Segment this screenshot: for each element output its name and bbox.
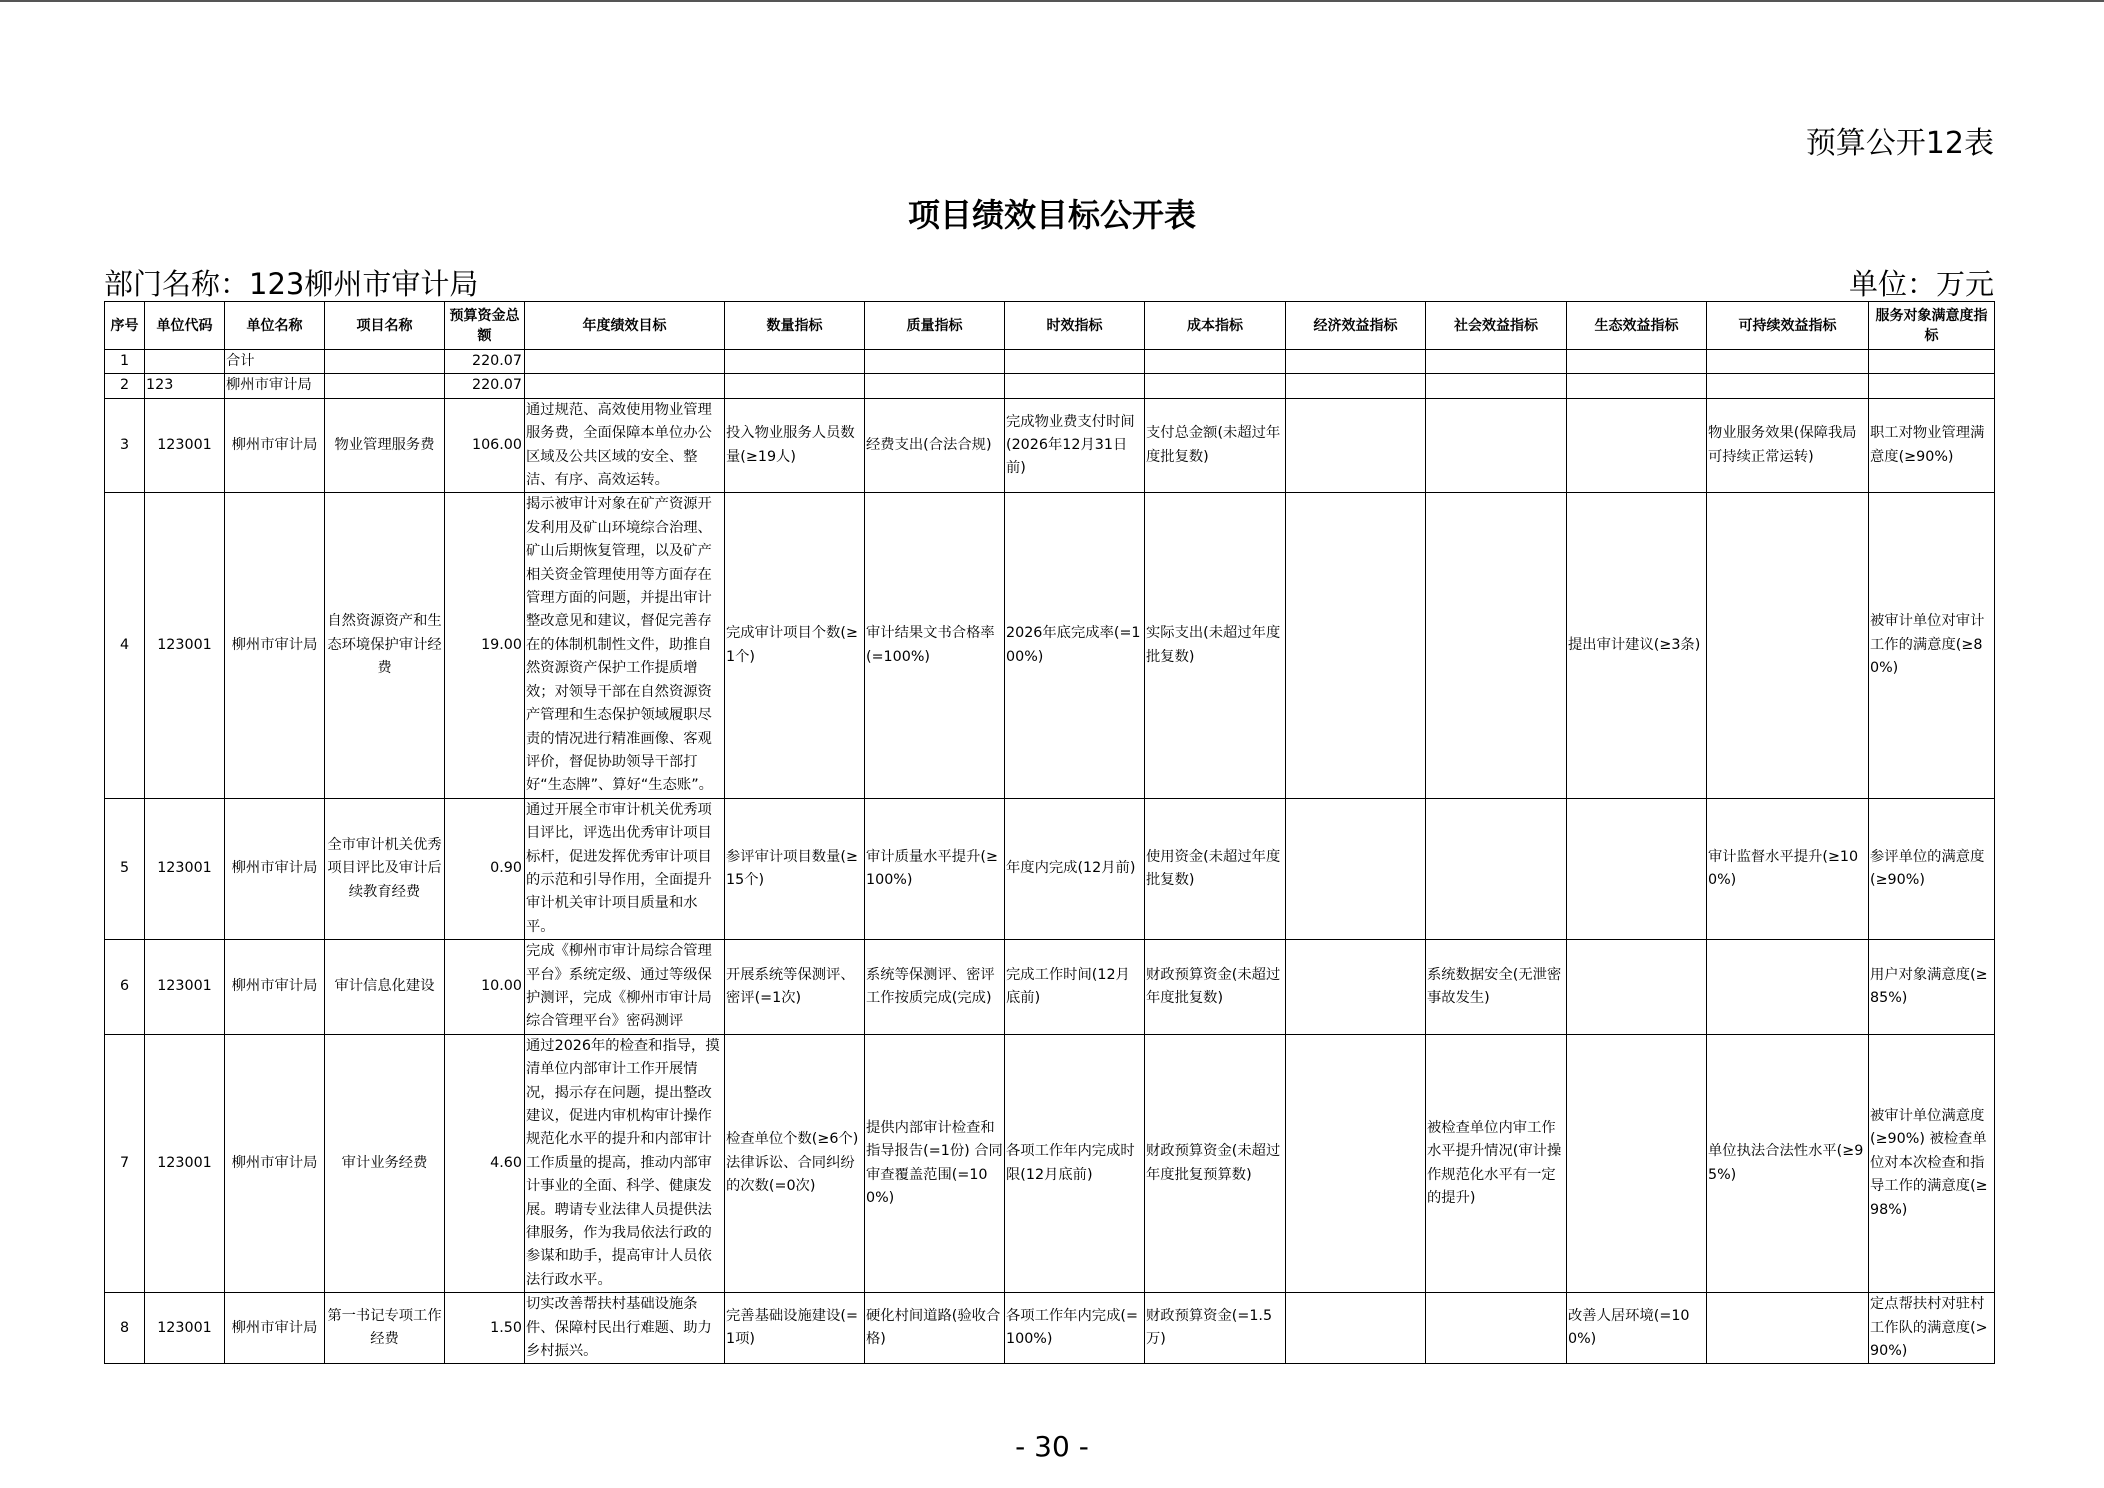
header-cell: 单位代码 [145,302,225,350]
ecological-indicator: 提出审计建议(≥3条) [1567,493,1707,798]
top-border-line [0,0,2104,2]
unit-name: 柳州市审计局 [225,1034,325,1292]
timeliness-indicator: 年度内完成(12月前) [1005,798,1145,939]
economic-indicator [1286,1293,1426,1364]
header-cell: 生态效益指标 [1567,302,1707,350]
header-cell: 成本指标 [1145,302,1286,350]
sustainable-indicator [1707,374,1869,398]
budget-amount: 106.00 [445,398,525,493]
annual-goal: 揭示被审计对象在矿产资源开发利用及矿山环境综合治理、矿山后期恢复管理，以及矿产相关资金管理使用等方面存在管理方面的问题，并提出审计整改意见和建议，督促完善存在的体制机制性文件，助推自然资源资产保护工作提质增效；对领导干部在自然资源资产管理和生态保护领域履职尽责的情况进行精准画像、客观评价，督促协助领导干部打好“生态牌”、算好“生态账”。 [525,493,725,798]
economic-indicator [1286,798,1426,939]
annual-goal [525,374,725,398]
quality-indicator [865,350,1005,374]
header-cell: 预算资金总额 [445,302,525,350]
row-number: 7 [105,1034,145,1292]
quantity-indicator: 检查单位个数(≥6个) 法律诉讼、合同纠纷的次数(=0次) [725,1034,865,1292]
ecological-indicator: 改善人居环境(=100%) [1567,1293,1707,1364]
cost-indicator: 实际支出(未超过年度批复数) [1145,493,1286,798]
annual-goal [525,350,725,374]
annual-goal: 切实改善帮扶村基础设施条件、保障村民出行难题、助力乡村振兴。 [525,1293,725,1364]
quantity-indicator: 开展系统等保测评、密评(=1次) [725,940,865,1035]
sustainable-indicator [1707,350,1869,374]
satisfaction-indicator [1869,350,1995,374]
cost-indicator: 财政预算资金(未超过年度批复数) [1145,940,1286,1035]
economic-indicator [1286,374,1426,398]
unit-name: 柳州市审计局 [225,374,325,398]
social-indicator [1426,493,1567,798]
unit-code: 123001 [145,940,225,1035]
table-row [105,350,1995,374]
annual-goal: 通过开展全市审计机关优秀项目评比，评选出优秀审计项目标杆，促进发挥优秀审计项目的示范和引导作用，全面提升审计机关审计项目质量和水平。 [525,798,725,939]
quantity-indicator [725,374,865,398]
annual-goal: 通过规范、高效使用物业管理服务费，全面保障本单位办公区域及公共区域的安全、整洁、有序、高效运转。 [525,398,725,493]
ecological-indicator [1567,940,1707,1035]
header-cell: 年度绩效目标 [525,302,725,350]
header-cell: 数量指标 [725,302,865,350]
budget-amount: 220.07 [445,374,525,398]
satisfaction-indicator: 用户对象满意度(≥85%) [1869,940,1995,1035]
timeliness-indicator: 2026年底完成率(=100%) [1005,493,1145,798]
social-indicator [1426,350,1567,374]
unit-code: 123001 [145,398,225,493]
sustainable-indicator: 单位执法合法性水平(≥95%) [1707,1034,1869,1292]
unit-code: 123001 [145,798,225,939]
economic-indicator [1286,350,1426,374]
quality-indicator: 硬化村间道路(验收合格) [865,1293,1005,1364]
table-row [105,1034,1995,1292]
unit-code [145,350,225,374]
ecological-indicator [1567,1034,1707,1292]
quantity-indicator [725,350,865,374]
satisfaction-indicator [1869,374,1995,398]
row-number: 1 [105,350,145,374]
budget-amount: 4.60 [445,1034,525,1292]
project-name: 第一书记专项工作经费 [325,1293,445,1364]
table-header-row [105,302,1995,350]
budget-amount: 1.50 [445,1293,525,1364]
timeliness-indicator [1005,374,1145,398]
economic-indicator [1286,398,1426,493]
row-number: 4 [105,493,145,798]
ecological-indicator [1567,374,1707,398]
project-name: 审计业务经费 [325,1034,445,1292]
row-number: 3 [105,398,145,493]
cost-indicator: 使用资金(未超过年度批复数) [1145,798,1286,939]
header-cell: 项目名称 [325,302,445,350]
quantity-indicator: 完善基础设施建设(=1项) [725,1293,865,1364]
header-cell: 可持续效益指标 [1707,302,1869,350]
header-cell: 质量指标 [865,302,1005,350]
unit-name: 柳州市审计局 [225,493,325,798]
cost-indicator: 支付总金额(未超过年度批复数) [1145,398,1286,493]
economic-indicator [1286,1034,1426,1292]
row-number: 6 [105,940,145,1035]
quality-indicator: 系统等保测评、密评工作按质完成(完成) [865,940,1005,1035]
unit-name: 柳州市审计局 [225,798,325,939]
page-title: 项目绩效目标公开表 [907,196,1196,234]
budget-amount: 10.00 [445,940,525,1035]
budget-amount: 19.00 [445,493,525,798]
unit-name: 柳州市审计局 [225,940,325,1035]
social-indicator: 被检查单位内审工作水平提升情况(审计操作规范化水平有一定的提升) [1426,1034,1567,1292]
quality-indicator: 审计质量水平提升(≥100%) [865,798,1005,939]
unit-code: 123 [145,374,225,398]
page-number: - 30 - [1015,1430,1089,1463]
satisfaction-indicator: 参评单位的满意度(≥90%) [1869,798,1995,939]
row-number: 5 [105,798,145,939]
unit-code: 123001 [145,493,225,798]
ecological-indicator [1567,398,1707,493]
table-row [105,374,1995,398]
quality-indicator: 提供内部审计检查和指导报告(=1份) 合同审查覆盖范围(=100%) [865,1034,1005,1292]
quality-indicator: 审计结果文书合格率(=100%) [865,493,1005,798]
timeliness-indicator: 各项工作年内完成时限(12月底前) [1005,1034,1145,1292]
quantity-indicator: 完成审计项目个数(≥1个) [725,493,865,798]
project-name: 自然资源资产和生态环境保护审计经费 [325,493,445,798]
quantity-indicator: 投入物业服务人员数量(≥19人) [725,398,865,493]
sustainable-indicator [1707,940,1869,1035]
sustainable-indicator: 审计监督水平提升(≥100%) [1707,798,1869,939]
unit-code: 123001 [145,1293,225,1364]
header-cell: 时效指标 [1005,302,1145,350]
unit-name: 柳州市审计局 [225,398,325,493]
satisfaction-indicator: 定点帮扶村对驻村工作队的满意度(>90%) [1869,1293,1995,1364]
ecological-indicator [1567,798,1707,939]
cost-indicator: 财政预算资金(=1.5万) [1145,1293,1286,1364]
header-cell: 经济效益指标 [1286,302,1426,350]
project-name: 审计信息化建设 [325,940,445,1035]
sustainable-indicator [1707,493,1869,798]
unit-code: 123001 [145,1034,225,1292]
unit-name: 合计 [225,350,325,374]
economic-indicator [1286,493,1426,798]
satisfaction-indicator: 被审计单位对审计工作的满意度(≥80%) [1869,493,1995,798]
social-indicator [1426,374,1567,398]
social-indicator [1426,1293,1567,1364]
project-name: 全市审计机关优秀项目评比及审计后续教育经费 [325,798,445,939]
annual-goal: 完成《柳州市审计局综合管理平台》系统定级、通过等级保护测评，完成《柳州市审计局综合管理平台》密码测评 [525,940,725,1035]
header-cell: 社会效益指标 [1426,302,1567,350]
timeliness-indicator: 完成工作时间(12月底前) [1005,940,1145,1035]
header-cell: 序号 [105,302,145,350]
timeliness-indicator: 各项工作年内完成(=100%) [1005,1293,1145,1364]
cost-indicator: 财政预算资金(未超过年度批复预算数) [1145,1034,1286,1292]
sustainable-indicator [1707,1293,1869,1364]
quality-indicator: 经费支出(合法合规) [865,398,1005,493]
table-row [105,940,1995,1035]
quality-indicator [865,374,1005,398]
sustainable-indicator: 物业服务效果(保障我局可持续正常运转) [1707,398,1869,493]
timeliness-indicator [1005,350,1145,374]
row-number: 2 [105,374,145,398]
table-row [105,798,1995,939]
project-name: 物业管理服务费 [325,398,445,493]
social-indicator: 系统数据安全(无泄密事故发生) [1426,940,1567,1035]
table-number: 预算公开12表 [1805,126,1994,161]
performance-target-table [104,301,1995,1364]
table-row [105,1293,1995,1364]
ecological-indicator [1567,350,1707,374]
social-indicator [1426,398,1567,493]
quantity-indicator: 参评审计项目数量(≥15个) [725,798,865,939]
table-row [105,493,1995,798]
header-cell: 服务对象满意度指标 [1869,302,1995,350]
cost-indicator [1145,350,1286,374]
economic-indicator [1286,940,1426,1035]
project-name [325,374,445,398]
row-number: 8 [105,1293,145,1364]
budget-amount: 220.07 [445,350,525,374]
department-label: 部门名称：123柳州市审计局 [104,267,479,301]
satisfaction-indicator: 被审计单位满意度(≥90%) 被检查单位对本次检查和指导工作的满意度(≥98%) [1869,1034,1995,1292]
satisfaction-indicator: 职工对物业管理满意度(≥90%) [1869,398,1995,493]
annual-goal: 通过2026年的检查和指导，摸清单位内部审计工作开展情况，揭示存在问题，提出整改建议，促进内审机构审计操作规范化水平的提升和内部审计工作质量的提高，推动内部审计事业的全面、科学、健康发展。聘请专业法律人员提供法律服务，作为我局依法行政的参谋和助手，提高审计人员依法行政水平。 [525,1034,725,1292]
social-indicator [1426,798,1567,939]
table-row [105,398,1995,493]
project-name [325,350,445,374]
cost-indicator [1145,374,1286,398]
timeliness-indicator: 完成物业费支付时间(2026年12月31日前) [1005,398,1145,493]
unit-label: 单位：万元 [1848,267,1994,301]
budget-amount: 0.90 [445,798,525,939]
unit-name: 柳州市审计局 [225,1293,325,1364]
header-cell: 单位名称 [225,302,325,350]
